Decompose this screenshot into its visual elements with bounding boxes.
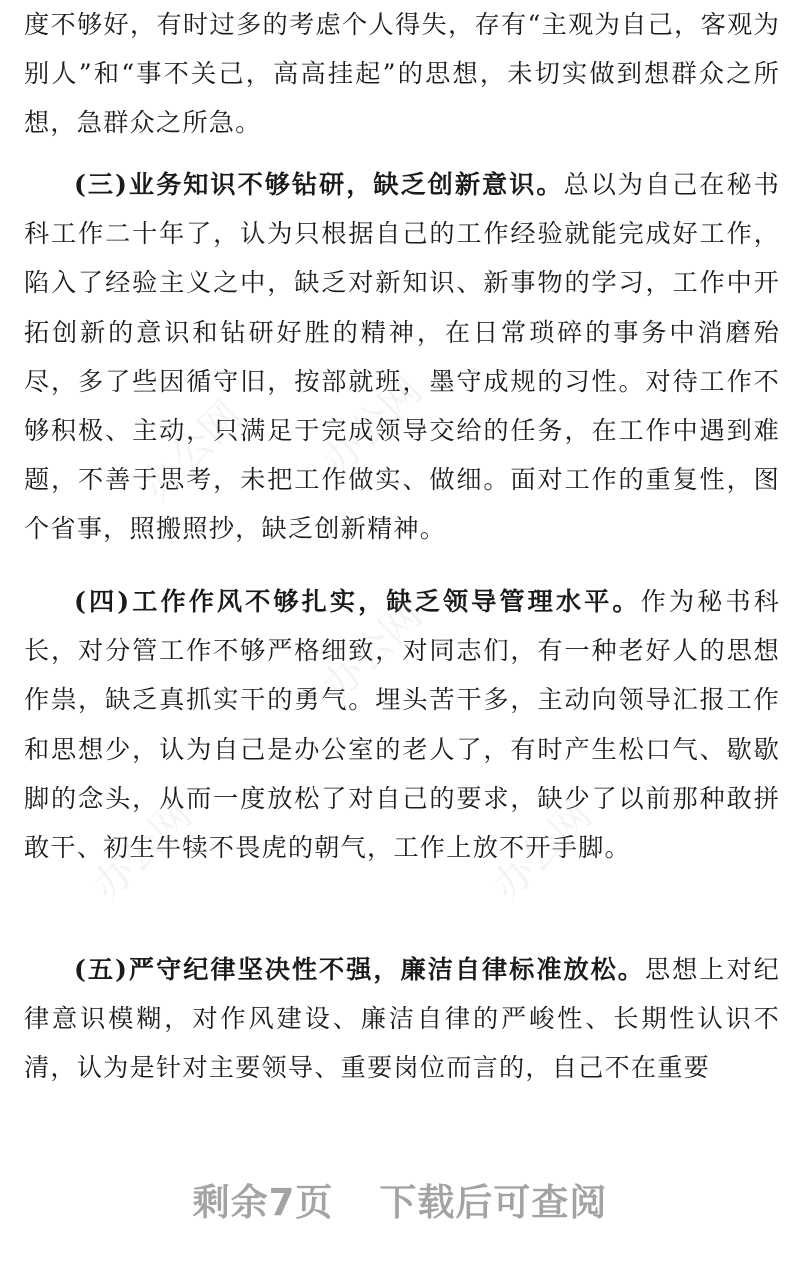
paragraph-heading: (四)工作作风不够扎实，缺乏领导管理水平。: [74, 586, 641, 616]
paragraph-discipline: [24, 945, 780, 1093]
paragraph-business-knowledge: [24, 160, 780, 554]
watermark: 办公网: [313, 592, 432, 710]
paragraph-heading: (五)严守纪律坚决性不强，廉洁自律标准放松。: [74, 954, 645, 984]
paragraph-work-style: [24, 577, 780, 872]
paragraph-body: 度不够好，有时过多的考虑个人得失，存有“主观为自己，客观为别人”和“事不关己，高高挂起”的思想，未切实做到想群众之所想，急群众之所急。: [24, 10, 780, 138]
paragraph-body: 总以为自己在秘书科工作二十年了，认为只根据自己的工作经验就能完成好工作，陷入了经验主义之中，缺乏对新知识、新事物的学习，工作中开拓创新的意识和钻研好胜的精神，在日常琐碎的事务中消磨殆尽，多了些因循守旧，按部就班，墨守成规的习性。对待工作不够积极、主动，只满足于完成领导交给的任务，在工作中遇到难题，不善于思考，未把工作做实、做细。面对工作的重复性，图个省事，照搬照抄，缺乏创新精神。: [24, 170, 780, 544]
remaining-pages-label: 剩余7页: [192, 1181, 334, 1224]
paragraph-body: 思想上对纪律意识模糊，对作风建设、廉洁自律的严峻性、长期性认识不清，认为是针对主要领导、重要岗位而言的，自己不在重要: [24, 955, 780, 1083]
paragraph-continuation: [24, 0, 780, 148]
paragraph-heading: (三)业务知识不够钻研，缺乏创新意识。: [74, 169, 564, 199]
watermark: 办公网: [313, 367, 432, 485]
watermark: 办公网: [133, 392, 252, 510]
remaining-pages-banner[interactable]: [0, 1172, 800, 1226]
watermark: 办公网: [483, 792, 602, 910]
paragraph-body: 作为秘书科长，对分管工作不够严格细致，对同志们，有一种老好人的思想作祟，缺乏真抓实干的勇气。埋头苦干多，主动向领导汇报工作和思想少，认为自己是办公室的老人了，有时产生松口气、歇歇脚的念头，从而一度放松了对自己的要求，缺少了以前那种敢拼敢干、初生牛犊不畏虎的朝气，工作上放不开手脚。: [24, 587, 780, 863]
download-prompt-label: 下载后可查阅: [379, 1181, 608, 1224]
watermark: 办公网: [83, 792, 202, 910]
